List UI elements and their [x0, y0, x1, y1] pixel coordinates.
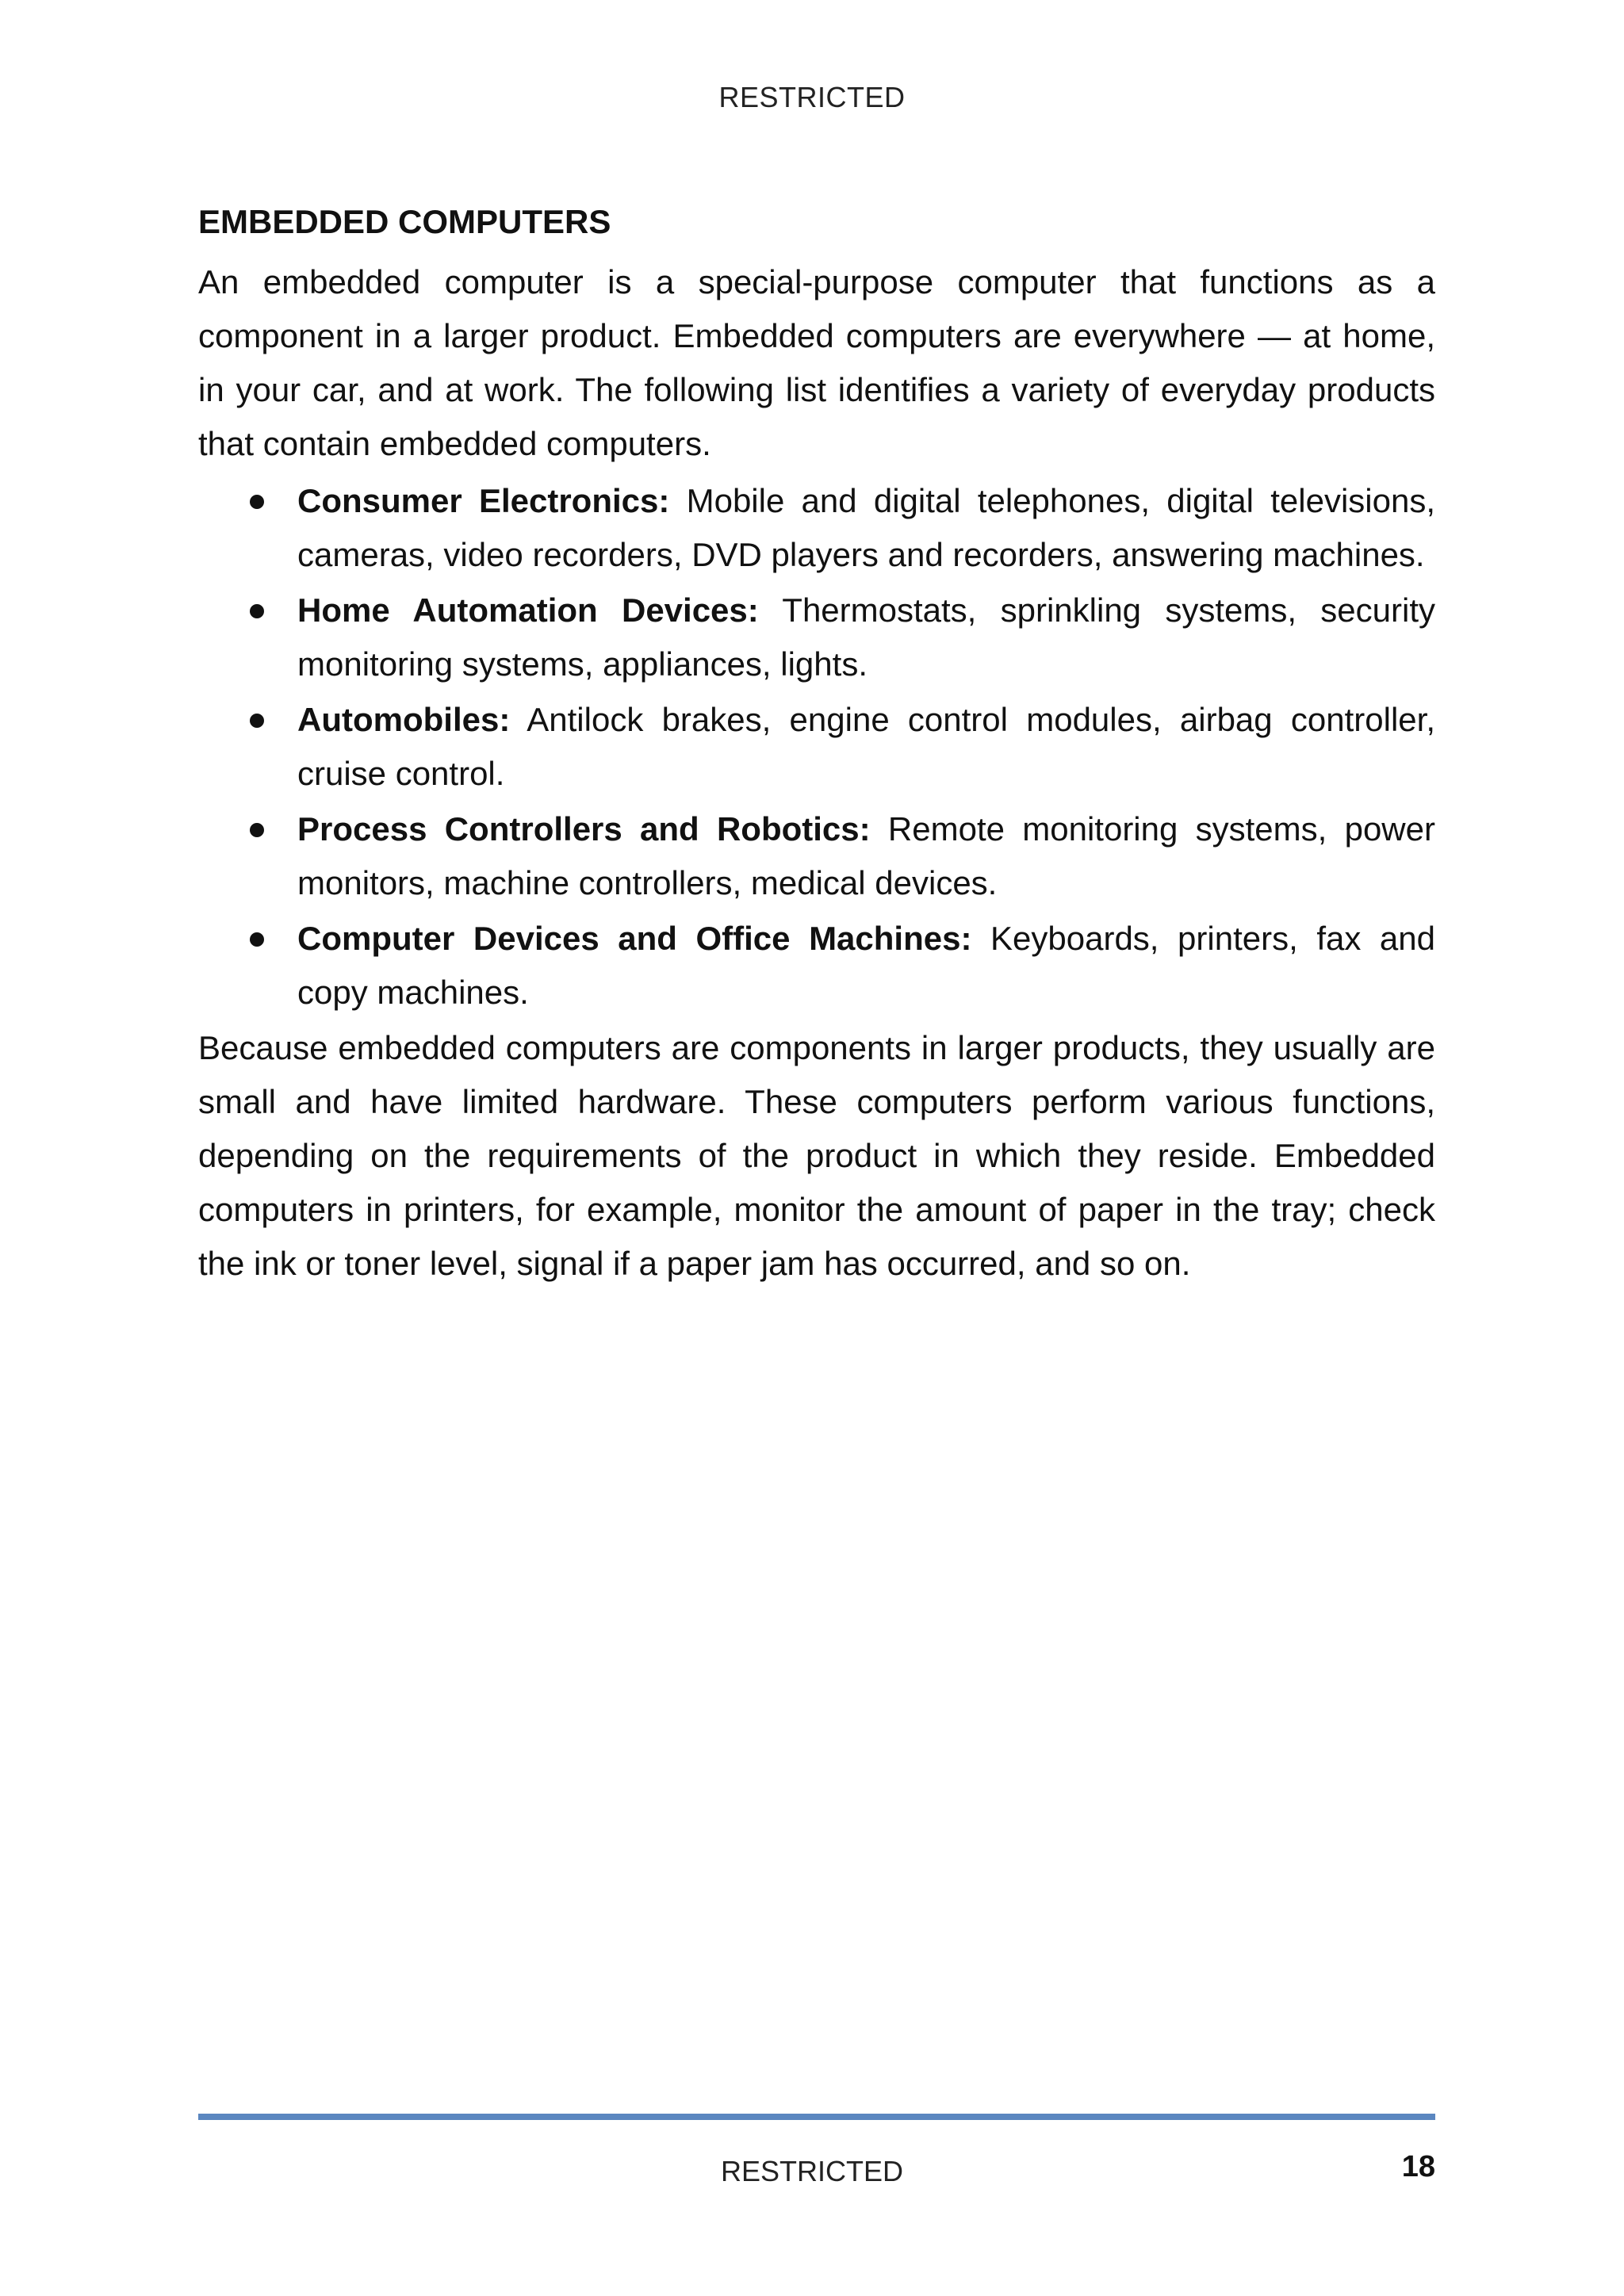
footer-divider: [198, 2114, 1435, 2120]
page-number: 18: [1401, 2150, 1435, 2183]
main-content: [198, 198, 1435, 1291]
list-item: [198, 693, 1435, 801]
list-item-text: Thermostats, sprinkling systems, security monitoring systems, appliances, lights.: [297, 591, 1435, 683]
list-item: [198, 912, 1435, 1020]
intro-paragraph: An embedded computer is a special-purpose computer that functions as a component in a larger product. Embedded computers are everywhere — at home, in your car, and at work. The following list identifies a variety of everyday products that contain embedded computers.: [198, 263, 1435, 462]
list-item-text: Mobile and digital telephones, digital televisions, cameras, video recorders, DVD players and recorders, answering machines.: [297, 482, 1435, 573]
header-classification: RESTRICTED: [718, 81, 906, 113]
list-item-term: Home Automation Devices:: [297, 591, 759, 629]
closing-paragraph: Because embedded computers are components in larger products, they usually are small and have limited hardware. These computers perform various functions, depending on the requirements of the product in which they reside. Embedded computers in printers, for example, monitor the amount of paper in the tray; check the ink or toner level, signal if a paper jam has occurred, and so on.: [198, 1029, 1435, 1282]
product-list: [198, 474, 1435, 1020]
bullet-icon: [250, 932, 264, 947]
bullet-icon: [250, 495, 264, 509]
bullet-icon: [250, 714, 264, 728]
list-item-term: Automobiles:: [297, 701, 511, 738]
list-item-text: Antilock brakes, engine control modules, airbag controller, cruise control.: [297, 701, 1435, 792]
list-item-term: Consumer Electronics:: [297, 482, 670, 519]
list-item: [198, 584, 1435, 691]
list-item-text: Remote monitoring systems, power monitors, machine controllers, medical devices.: [297, 810, 1435, 901]
list-item-term: Computer Devices and Office Machines:: [297, 920, 972, 957]
section-title: EMBEDDED COMPUTERS: [198, 203, 611, 240]
list-item: [198, 474, 1435, 582]
bullet-icon: [250, 823, 264, 837]
list-item: [198, 802, 1435, 910]
list-item-term: Process Controllers and Robotics:: [297, 810, 871, 848]
list-item-text: Keyboards, printers, fax and copy machines.: [297, 920, 1435, 1011]
footer-classification: RESTRICTED: [720, 2155, 903, 2187]
bullet-icon: [250, 604, 264, 618]
